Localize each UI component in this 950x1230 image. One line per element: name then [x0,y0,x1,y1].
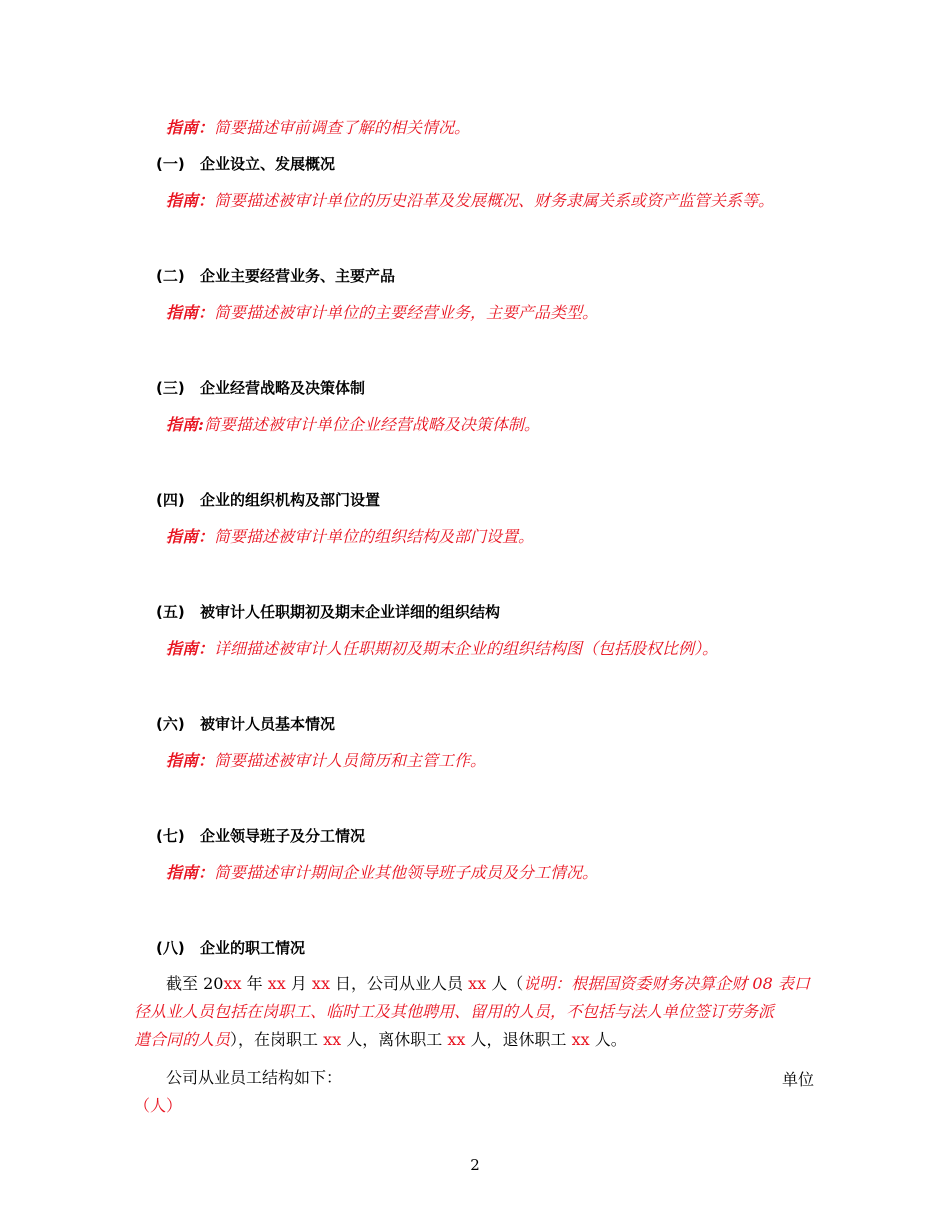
section-heading-1 [156,153,335,175]
guide-text: 简要描述审计期间企业其他领导班子成员及分工情况。 [214,863,599,882]
guide-text: 详细描述被审计人任职期初及期末企业的组织结构图（包括股权比例）。 [214,639,719,658]
section-title: 企业的组织机构及部门设置 [200,491,381,509]
guide-label: 指南： [166,639,215,658]
guide-label: 指南： [166,751,215,770]
unit-value: （人） [134,1096,183,1115]
staff-paragraph-line-1 [166,973,810,995]
text-run: 日，公司从业人员 [329,974,469,993]
section-guide-7 [166,862,598,884]
structure-line: 公司从业员工结构如下： [166,1068,343,1087]
guide-text: 简要描述被审计单位的组织结构及部门设置。 [214,527,535,546]
guide-label: 指南： [166,527,215,546]
placeholder-month: xx [267,974,286,993]
section-title: 企业设立、发展概况 [200,155,336,173]
guide-text: 简要描述被审计单位企业经营战略及决策体制。 [203,415,540,434]
guide-text: 简要描述审前调查了解的相关情况。 [214,118,471,137]
section-guide-3 [166,414,540,436]
guide-label: 指南： [166,191,215,210]
intro-guide [166,117,470,139]
placeholder-staff-count: xx [468,974,487,993]
text-run: 人，离休职工 [341,1030,448,1049]
placeholder-day: xx [311,974,330,993]
placeholder-lixiu-count: xx [447,1030,466,1049]
section-number: (六) [156,715,185,733]
text-run: 人。 [589,1030,627,1049]
guide-text: 简要描述被审计单位的历史沿革及发展概况、财务隶属关系或资产监管关系等。 [214,191,775,210]
note-text: 说明：根据国资委财务决算企财 08 表口 [523,974,810,993]
guide-text: 简要描述被审计单位的主要经营业务，主要产品类型。 [214,303,599,322]
section-title: 企业的职工情况 [200,939,306,957]
guide-label: 指南： [166,863,215,882]
section-number: (四) [156,491,185,509]
section-heading-5 [156,601,500,623]
section-number: (七) [156,827,185,845]
section-title: 企业领导班子及分工情况 [200,827,366,845]
section-guide-2 [166,302,598,324]
guide-label: 指南: [166,415,204,434]
section-guide-1 [166,190,774,212]
guide-label: 指南： [166,303,215,322]
placeholder-onduty-count: xx [323,1030,342,1049]
section-number: (二) [156,267,185,285]
section-guide-6 [166,750,486,772]
placeholder-tuixiu-count: xx [571,1030,590,1049]
section-heading-2 [156,265,395,287]
section-title: 企业主要经营业务、主要产品 [200,267,396,285]
section-title: 被审计人任职期初及期末企业详细的组织结构 [200,603,501,621]
text-run: 人，退休职工 [465,1030,572,1049]
section-title: 被审计人员基本情况 [200,715,336,733]
section-title: 企业经营战略及决策体制 [200,379,366,397]
guide-label: 指南： [166,118,215,137]
section-guide-5 [166,638,718,660]
page-number: 2 [470,1156,480,1174]
note-text: 遣合同的人员 [134,1030,231,1049]
section-heading-6 [156,713,335,735]
text-run: ），在岗职工 [230,1030,324,1049]
section-heading-7 [156,825,365,847]
section-heading-8 [156,937,305,959]
unit-label: 单位 [782,1070,815,1089]
section-heading-3 [156,377,365,399]
guide-text: 简要描述被审计人员简历和主管工作。 [214,751,487,770]
section-number: (八) [156,939,185,957]
text-run: 年 [241,974,268,993]
section-guide-4 [166,526,534,548]
section-number: (五) [156,603,185,621]
section-number: (三) [156,379,185,397]
staff-paragraph-line-2: 径从业人员包括在岗职工、临时工及其他聘用、留用的人员，不包括与法人单位签订劳务派 [134,1002,775,1021]
section-number: (一) [156,155,185,173]
text-run: 人（ [486,974,524,993]
section-heading-4 [156,489,380,511]
placeholder-year: xx [223,974,242,993]
staff-paragraph-line-3 [134,1029,627,1051]
text-run: 月 [285,974,312,993]
text-run: 截至 20 [166,974,224,993]
